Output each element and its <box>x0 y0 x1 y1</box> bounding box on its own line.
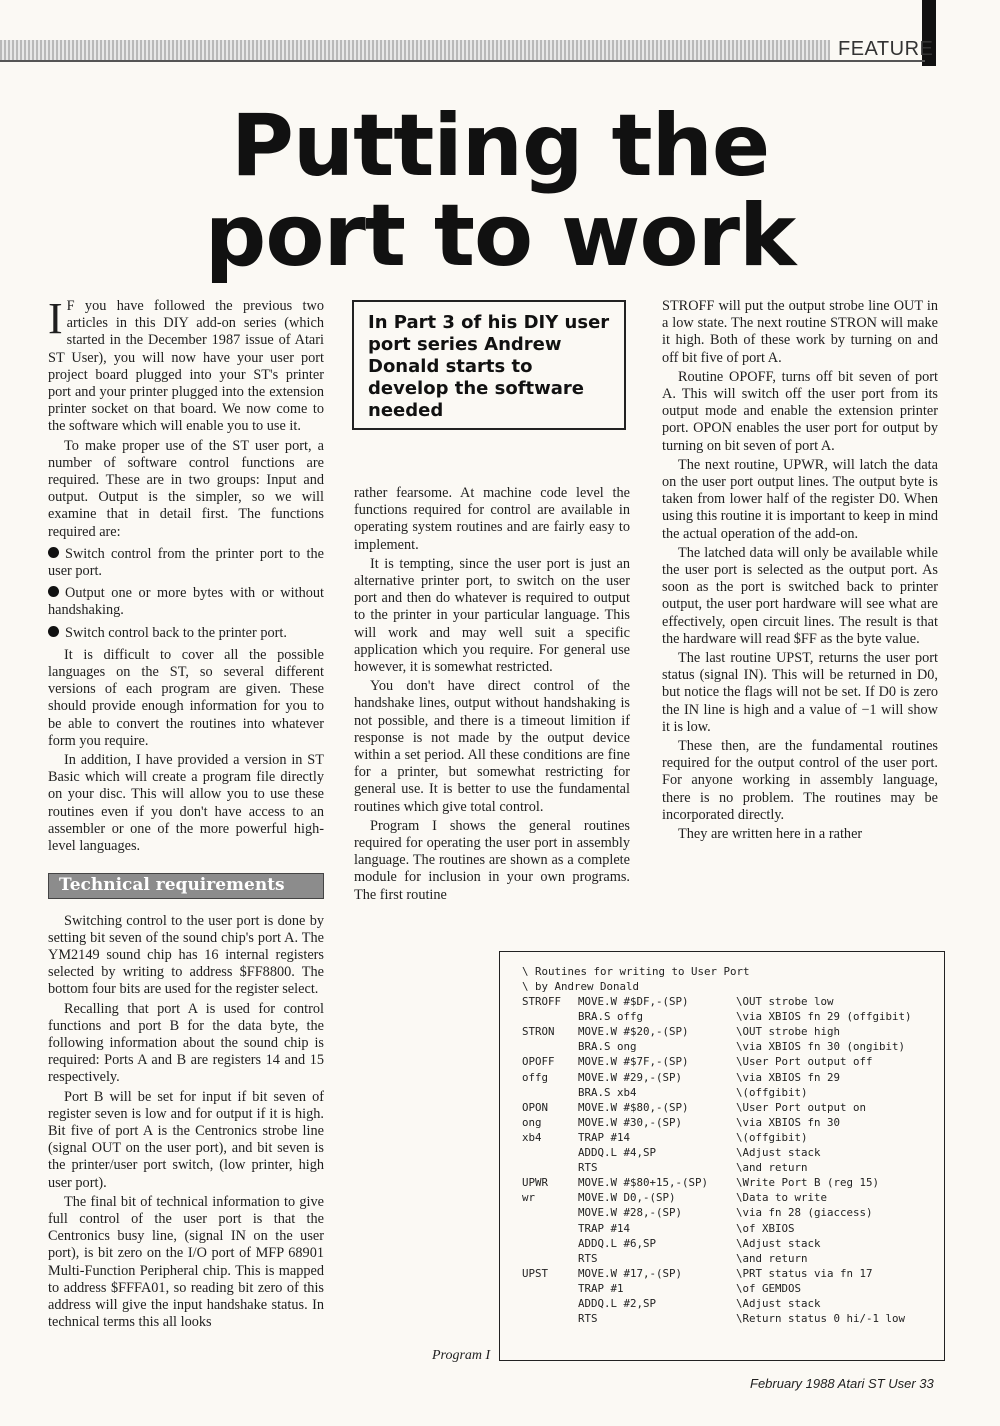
listing-instruction: TRAP #14 <box>578 1221 631 1235</box>
paragraph: Program I shows the general routines required for operating the user port in assembly language. The routines are shown as a complete module for inclusion in your own programs. The first routine <box>354 817 630 903</box>
paragraph: rather fearsome. At machine code level the functions required for control are available in operating system routines and are fairly easy to implement. <box>354 485 630 553</box>
paragraph: It is tempting, since the user port is just an alternative printer port, to switch on the user port and then do whatever is required to output to the printer in your particular language. This will work and may well suit a specific application which you require. For general use however, it is somewhat restricted. <box>354 555 630 676</box>
listing-label: STROFF <box>522 995 562 1008</box>
listing-comment: \OUT strobe high <box>736 1025 841 1039</box>
paragraph: Routine OPOFF, turns off bit seven of port A. This will switch off the user port from its output mode and enable the extension printer port. OPON enables the user port for output by turning on bit seven of port A. <box>662 368 938 454</box>
program-listing <box>499 951 945 1361</box>
listing-label: OPOFF <box>522 1055 555 1069</box>
listing-comment: \Adjust stack <box>736 1146 821 1159</box>
listing-label: ong <box>522 1115 542 1129</box>
section-label: FEATURE <box>838 38 934 60</box>
listing-comment: \via XBIOS fn 29 (offgibit) <box>736 1010 912 1024</box>
listing-comment: \OUT strobe low <box>736 995 834 1008</box>
headline-line-2: port to work <box>204 186 796 286</box>
listing-instruction: RTS <box>578 1161 598 1175</box>
listing-comment: \of XBIOS <box>736 1221 795 1235</box>
listing-comment: \(offgibit) <box>736 1130 808 1144</box>
listing-comment: \User Port output off <box>736 1055 873 1069</box>
listing-instruction: RTS <box>578 1312 598 1326</box>
listing-comment: \via fn 28 (giaccess) <box>736 1206 873 1220</box>
bullet-icon <box>48 626 59 637</box>
column-3 <box>662 298 938 845</box>
listing-instruction: MOVE.W #$DF,-(SP) <box>578 995 689 1008</box>
listing-instruction: MOVE.W #28,-(SP) <box>578 1206 683 1220</box>
listing-instruction: BRA.S ong <box>578 1040 637 1054</box>
headline-line-1: Putting the <box>230 96 770 196</box>
listing-label: STRON <box>522 1025 555 1039</box>
listing-comment: \Data to write <box>736 1191 828 1205</box>
listing-label: OPON <box>522 1100 549 1114</box>
paragraph: To make proper use of the ST user port, a number of software control functions are required. These are in two groups: Input and output. Output is the simpler, so we will examine that in detail first. The functions required are: <box>48 437 324 540</box>
paragraph: In addition, I have provided a version in ST Basic which will create a program file directly on your disc. This will allow you to use these routines even if you don't have access to an assembler or one of the more powerful high-level languages. <box>48 752 324 855</box>
header-underline <box>0 60 925 62</box>
bullet-text: Output one or more bytes with or without handshaking. <box>48 585 324 619</box>
listing-comment: \PRT status via fn 17 <box>736 1266 873 1280</box>
paragraph: The final bit of technical information to give full control of the user port is that the Centronics busy line, (signal IN on the user port), is bit zero on the I/O port of MFP 68901 Multi-Function Peripheral chip. This is mapped to address $FFFA01, so reading bit zero of this address will give the input handshake status. In technical terms this all looks <box>48 1193 324 1331</box>
bullet-item <box>48 625 324 642</box>
listing-instruction: RTS <box>578 1251 598 1265</box>
bullet-icon <box>48 547 59 558</box>
listing-instruction: MOVE.W #$80+15,-(SP) <box>578 1176 709 1190</box>
listing-comment: \via XBIOS fn 29 <box>736 1070 841 1084</box>
listing-instruction: MOVE.W D0,-(SP) <box>578 1191 676 1205</box>
intro-text: F you have followed the previous two articles in this DIY add-on series (which started in the December 1987 issue of Atari ST User), you will now have your user port project board plugged into your ST's printer port and your printer plugged into the extension printer socket on that board. We now come to the software which will enable you to use it. <box>48 298 324 435</box>
bullet-text: Switch control back to the printer port. <box>65 624 287 641</box>
listing-instruction: ADDQ.L #6,SP <box>578 1236 657 1250</box>
listing-comment: \User Port output on <box>736 1100 867 1114</box>
paragraph: They are written here in a rather <box>678 826 863 843</box>
bullet-text: Switch control from the printer port to the user port. <box>48 545 324 580</box>
bullet-item <box>48 546 324 580</box>
listing-comment: \ Routines for writing to User Port <box>522 965 750 978</box>
bullet-icon <box>48 586 59 597</box>
listing-caption: Program I <box>432 1348 491 1363</box>
paragraph: You don't have direct control of the handshake lines, output without handshaking is not possible, and there is a timeout limition if response is not made by the output device within a set period. All these conditions are fine for a printer, but somewhat restricting for general use. It is better to use the fundamental routines which give total control. <box>354 678 630 815</box>
listing-comment: \via XBIOS fn 30 <box>736 1115 841 1129</box>
listing-instruction: MOVE.W #$80,-(SP) <box>578 1100 689 1114</box>
subheading: Technical requirements <box>48 873 324 898</box>
listing-instruction: MOVE.W #17,-(SP) <box>578 1266 683 1280</box>
listing-instruction: BRA.S offg <box>578 1010 644 1024</box>
bullet-item <box>48 585 324 619</box>
listing-comment: \and return <box>736 1161 808 1175</box>
listing-comment: \(offgibit) <box>736 1085 808 1099</box>
column-2 <box>354 485 630 906</box>
listing-instruction: BRA.S xb4 <box>578 1085 637 1099</box>
listing-label: UPST <box>522 1266 549 1280</box>
listing-comment: \Adjust stack <box>736 1236 821 1250</box>
paragraph: Recalling that port A is used for control functions and port B for the data byte, the following information about the sound chip is required: Ports A and B are registers 14 and 15 respectively. <box>48 1000 324 1086</box>
listing-instruction: TRAP #14 <box>578 1130 631 1144</box>
listing-instruction: MOVE.W #$20,-(SP) <box>578 1025 689 1039</box>
listing-instruction: MOVE.W #30,-(SP) <box>578 1115 683 1129</box>
paragraph: The next routine, UPWR, will latch the data on the user port output lines. The output byte is taken from lower half of the register D0. When using this routine it is important to keep in mind the actual operation of the add-on. <box>662 456 938 542</box>
drop-cap: I <box>48 294 63 343</box>
listing-comment: \via XBIOS fn 30 (ongibit) <box>736 1040 906 1054</box>
listing-comment: \and return <box>736 1251 808 1265</box>
listing-instruction: MOVE.W #$7F,-(SP) <box>578 1055 689 1069</box>
listing-header <box>522 964 750 994</box>
listing-comment: \ by Andrew Donald <box>522 980 640 993</box>
listing-label: offg <box>522 1070 549 1084</box>
listing-comment: \Adjust stack <box>736 1297 821 1310</box>
listing-label: UPWR <box>522 1176 549 1190</box>
paragraph: It is difficult to cover all the possible languages on the ST, so several different versions of each program are given. These should provide enough information for you to be able to convert the routines into whatever form you require. <box>48 646 324 749</box>
listing-instruction: MOVE.W #29,-(SP) <box>578 1070 683 1084</box>
paragraph: Switching control to the user port is done by setting bit seven of the sound chip's port A. The YM2149 sound chip has 16 internal registers selected by writing to address $FF8800. The bottom four bits are used for the register select. <box>48 912 324 998</box>
paragraph: The last routine UPST, returns the user port status (signal IN). This will be returned in D0, but notice the flags will not be set. If D0 is zero the IN line is high and a value of −1 will show it is low. <box>662 650 938 735</box>
listing-label: wr <box>522 1191 536 1205</box>
listing-instruction: ADDQ.L #4,SP <box>578 1146 657 1159</box>
listing-instruction: TRAP #1 <box>578 1281 624 1295</box>
page-footer: February 1988 Atari ST User 33 <box>750 1376 934 1391</box>
listing-comment: \Return status 0 hi/-1 low <box>736 1312 906 1326</box>
paragraph: STROFF will put the output strobe line OUT in a low state. The next routine STRON will make it high. Both of these work by turning on and off bit five of port A. <box>662 298 938 366</box>
standfirst-box: In Part 3 of his DIY user port series Andrew Donald starts to develop the software needed <box>352 300 626 430</box>
paragraph: The latched data will only be available while the user port is selected as the output port. As soon as the port is switched back to printer output, the user port hardware will see what are effectively, open circuit lines. The result is that the hardware will read $FF as the byte value. <box>662 544 938 647</box>
listing-instruction: ADDQ.L #2,SP <box>578 1297 657 1310</box>
paragraph: These then, are the fundamental routines required for the output control of the user port. For anyone working in assembly language, there is no problem. The routines may be incorporated directly. <box>662 738 938 823</box>
header-rule <box>0 40 830 60</box>
paragraph: Port B will be set for input if bit seven of register seven is low and for output if it is high. Bit five of port A is the Centronics strobe line (signal OUT on the user port), and bit seven is the printer/user port switch, (low printer, high user port). <box>48 1088 324 1191</box>
listing-comment: \of GEMDOS <box>736 1281 802 1295</box>
listing-comment: \Write Port B (reg 15) <box>736 1176 880 1190</box>
listing-label: xb4 <box>522 1130 542 1144</box>
column-1 <box>48 294 324 1333</box>
intro-paragraph <box>48 294 324 436</box>
